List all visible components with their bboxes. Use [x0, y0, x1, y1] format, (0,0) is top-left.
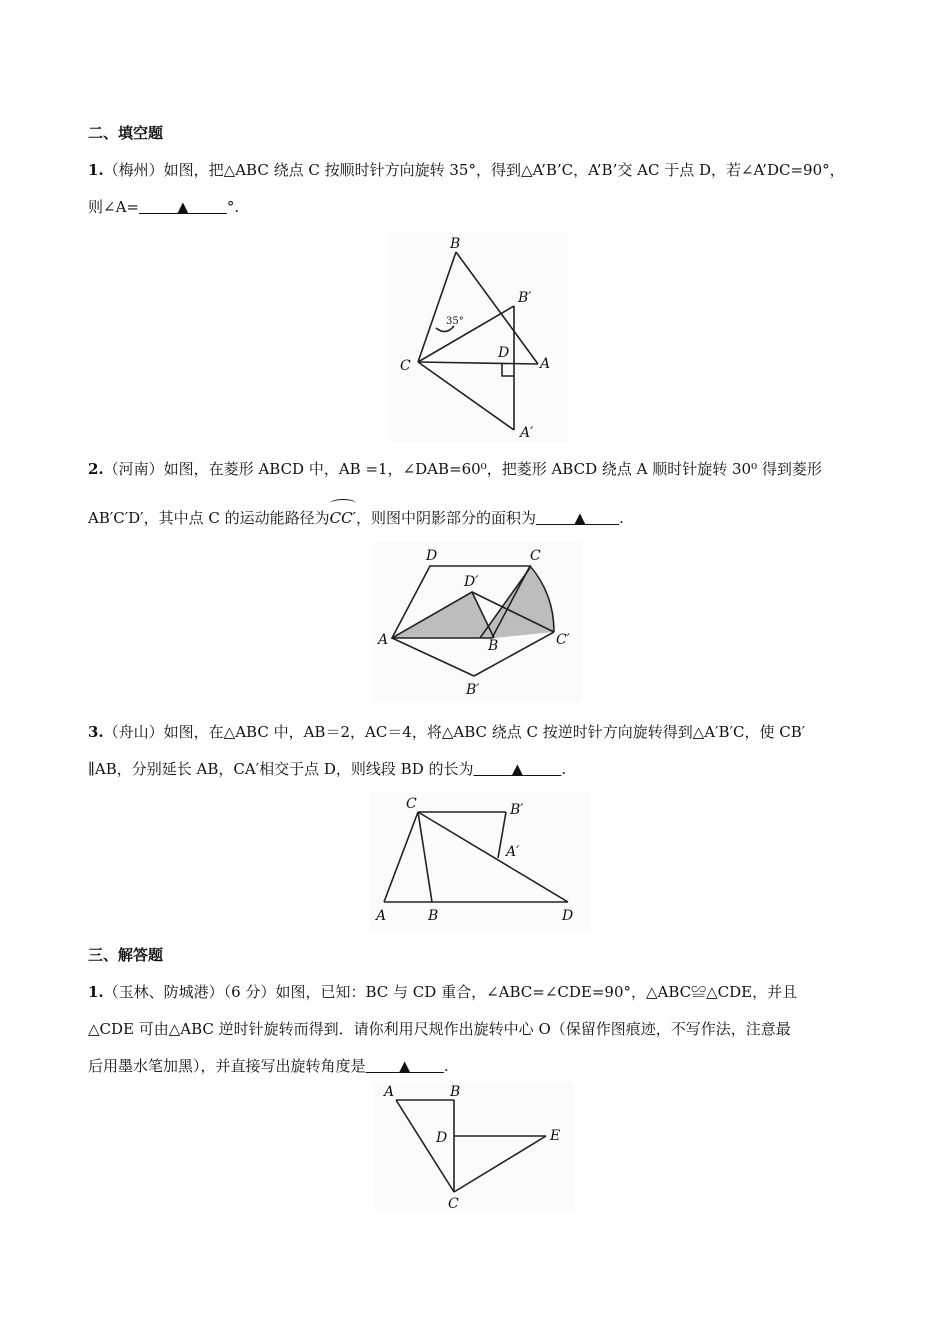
fig3-label-B-prime: B′: [510, 802, 524, 818]
q3-answer-blank[interactable]: [474, 758, 562, 780]
q3-blank-marker: ▲: [511, 760, 524, 778]
a1-number: 1.: [88, 983, 104, 1001]
fig3-label-A-prime: A′: [506, 844, 520, 860]
a1-line2: [88, 1018, 868, 1040]
fig4-label-E: E: [550, 1128, 561, 1144]
q3-number: 3.: [88, 723, 104, 741]
fig1-label-B-prime: B′: [518, 290, 532, 306]
a1-text3: 后用墨水笔加黑），并直接写出旋转角度是: [88, 1057, 366, 1075]
fig4-label-A: A: [384, 1084, 395, 1100]
q3-line2: [88, 758, 868, 780]
q2-answer-blank[interactable]: [536, 507, 619, 529]
figure-q3-svg: [370, 792, 590, 932]
figure-q2: [372, 542, 582, 702]
q1-line1: [88, 159, 868, 181]
fig3-label-C: C: [406, 796, 417, 812]
a1-text4: .: [443, 1057, 449, 1075]
q2-text4: .: [619, 509, 624, 527]
q3-text1: （舟山）如图，在△ABC 中，AB＝2，AC＝4，将△ABC 绕点 C 按逆时针方向旋转得到△A′B′C，使 CB′: [103, 723, 806, 741]
section-heading-fill: 二、填空题: [88, 124, 164, 142]
fig2-label-C: C: [530, 548, 541, 564]
fig4-label-D: D: [436, 1130, 448, 1146]
fig4-label-B: B: [450, 1084, 461, 1100]
a1-line3: [88, 1055, 868, 1077]
fig3-label-A: A: [376, 908, 387, 924]
figure-q3: [370, 792, 590, 932]
fig1-angle-label: 35°: [446, 316, 464, 327]
figure-q2-svg: [372, 542, 582, 702]
q1-text2: 则∠A=: [88, 198, 139, 216]
fig2-label-A: A: [378, 632, 389, 648]
fig1-label-C: C: [400, 358, 411, 374]
fig3-label-B: B: [428, 908, 439, 924]
figure-q1: [388, 232, 568, 442]
section-heading-answer: 三、解答题: [88, 946, 164, 964]
figure-q1-svg: [388, 232, 568, 442]
fig2-label-B-prime: B′: [466, 682, 480, 698]
figure-a1: [374, 1082, 574, 1212]
q2-number: 2.: [88, 460, 104, 478]
a1-answer-blank[interactable]: [366, 1055, 444, 1077]
q2-text2: AB′C′D′，其中点 C 的运动能路径为: [88, 509, 330, 527]
fig4-label-C: C: [448, 1196, 459, 1212]
q2-arc-text: CC′: [329, 509, 356, 527]
figure-a1-svg: [374, 1082, 574, 1212]
q1-line2: [88, 196, 868, 218]
q1-answer-blank[interactable]: [139, 196, 227, 218]
q2-text1: （河南）如图，在菱形 ABCD 中，AB =1，∠DAB=60⁰，把菱形 ABCD 绕点 A 顺时针旋转 30⁰ 得到菱形: [103, 460, 822, 478]
a1-text1: （玉林、防城港）（6 分）如图，已知：BC 与 CD 重合，∠ABC=∠CDE=90°，△ABC≌△CDE，并且: [103, 983, 798, 1001]
q1-number: 1.: [88, 161, 104, 179]
fig2-label-C-prime: C′: [556, 632, 570, 648]
q2-line2: [88, 507, 868, 529]
fig1-label-A: A: [540, 356, 551, 372]
q3-text2: ∥AB，分别延长 AB，CA′相交于点 D，则线段 BD 的长为: [88, 760, 474, 778]
fig1-label-D: D: [498, 345, 510, 361]
q3-line1: [88, 721, 868, 743]
fig3-label-D: D: [562, 908, 574, 924]
a1-text2: △CDE 可由△ABC 逆时针旋转而得到．请你利用尺规作出旋转中心 O（保留作图痕迹，不写作法，注意最: [88, 1020, 791, 1038]
fig1-label-B: B: [450, 236, 461, 252]
q3-text3: .: [561, 760, 567, 778]
q2-text3: ，则图中阴影部分的面积为: [355, 509, 536, 527]
q2-arc-notation: [330, 507, 356, 529]
fig2-label-D-prime: D′: [464, 574, 479, 590]
fig2-label-D: D: [426, 548, 438, 564]
q1-text1: （梅州）如图，把△ABC 绕点 C 按顺时针方向旋转 35°，得到△A’B’C，A’B’交 AC 于点 D，若∠A’DC=90°，: [103, 161, 845, 179]
a1-line1: [88, 981, 868, 1003]
fig2-label-B: B: [488, 638, 499, 654]
q2-line1: [88, 458, 868, 480]
q1-blank-marker: ▲: [177, 198, 189, 216]
q2-blank-marker: ▲: [574, 509, 586, 527]
fig1-label-A-prime: A′: [520, 425, 534, 441]
q1-text3: °.: [226, 198, 240, 216]
a1-blank-marker: ▲: [398, 1057, 411, 1075]
